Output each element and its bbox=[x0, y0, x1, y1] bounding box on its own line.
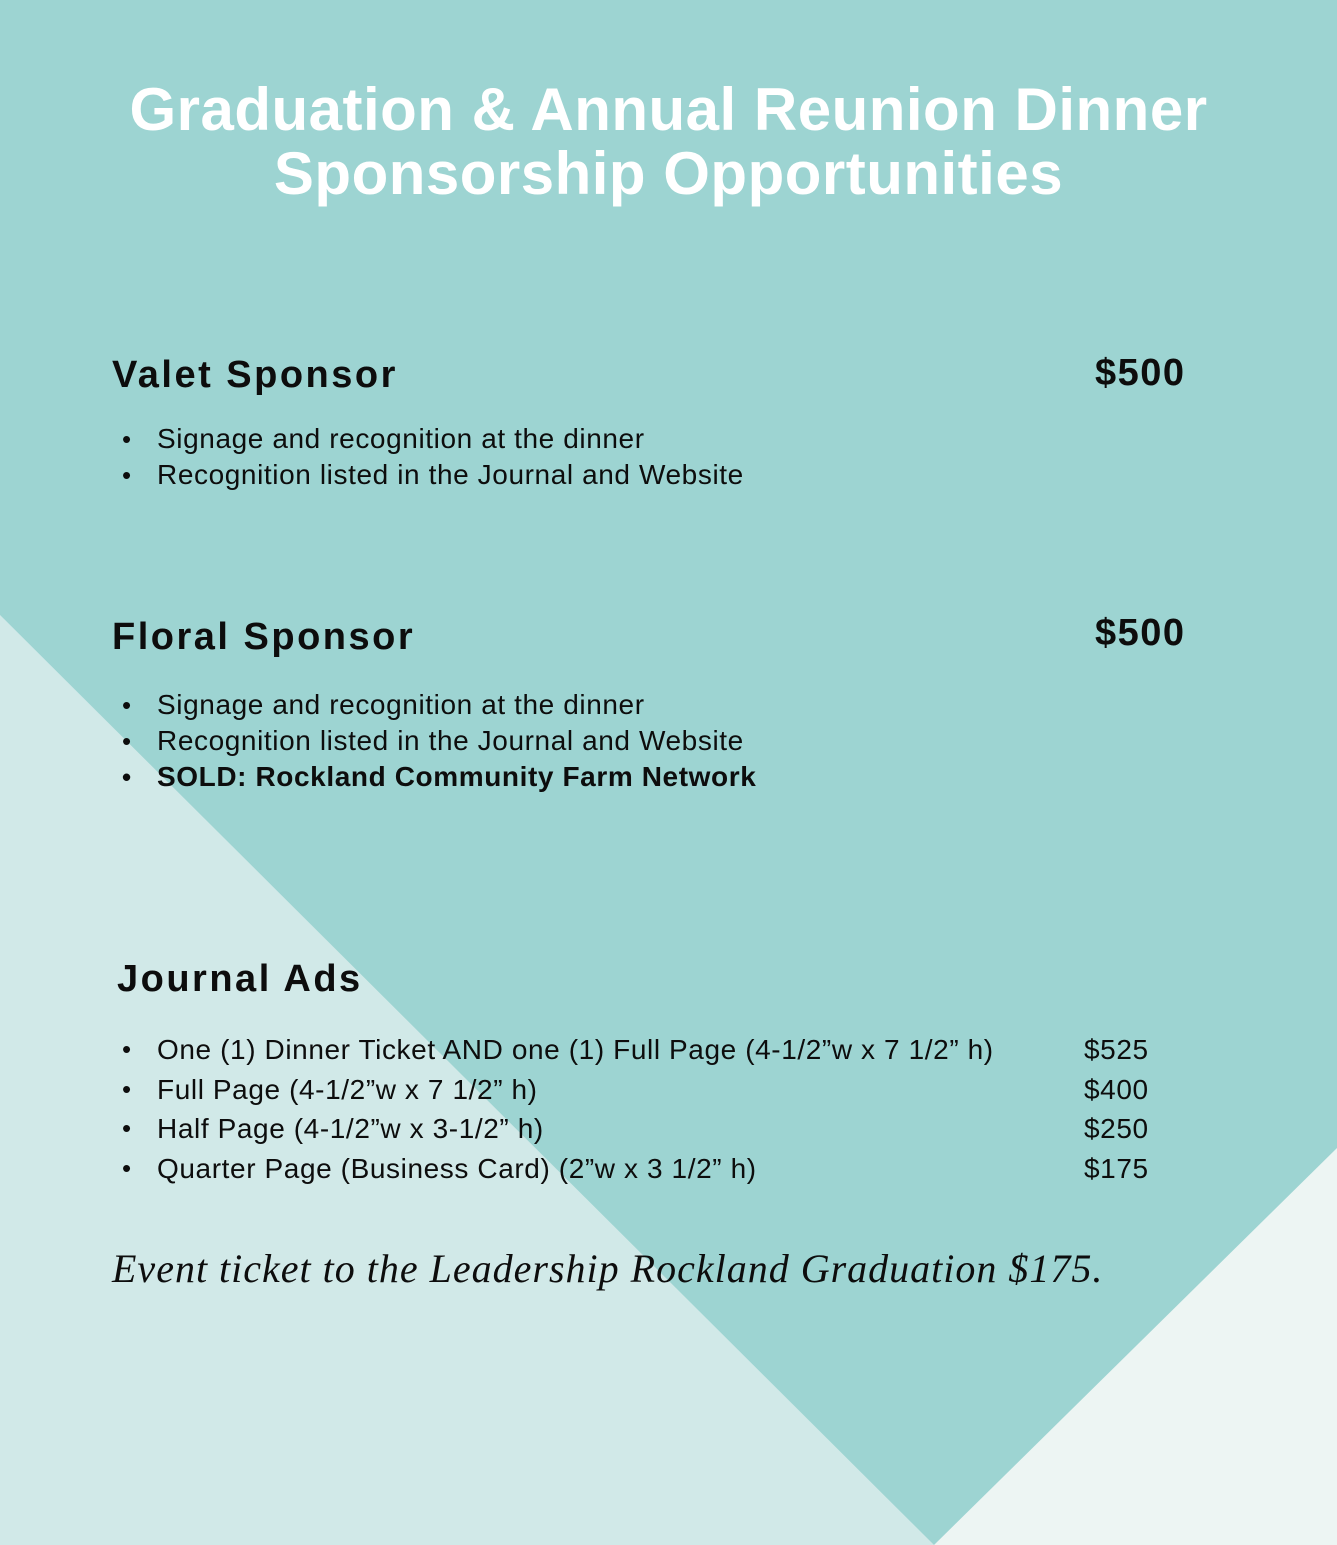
page-title-line-1: Graduation & Annual Reunion Dinner bbox=[129, 76, 1208, 143]
page-title-line-2: Sponsorship Opportunities bbox=[273, 140, 1064, 207]
journal-ad-label: Half Page (4-1/2”w x 3-1/2” h) bbox=[157, 1113, 544, 1144]
journal-ad-price: $400 bbox=[1084, 1073, 1149, 1105]
journal-ad-item bbox=[122, 1109, 1149, 1149]
journal-ad-item bbox=[122, 1070, 1149, 1110]
floral-sponsor-benefits bbox=[122, 687, 756, 795]
journal-ad-label: Full Page (4-1/2”w x 7 1/2” h) bbox=[157, 1073, 538, 1105]
list-item: • Signage and recognition at the dinner bbox=[122, 421, 744, 457]
journal-ad-price: $525 bbox=[1084, 1034, 1149, 1065]
journal-ad-item bbox=[122, 1149, 1149, 1189]
sold-notice: • SOLD: Rockland Community Farm Network bbox=[122, 759, 756, 795]
floral-sponsor-heading: Floral Sponsor bbox=[112, 616, 416, 658]
list-item: • Signage and recognition at the dinner bbox=[122, 687, 756, 723]
journal-ad-label: Quarter Page (Business Card) (2”w x 3 1/2” h) bbox=[157, 1152, 757, 1184]
journal-ad-price: $175 bbox=[1084, 1152, 1149, 1184]
journal-ad-item bbox=[122, 1030, 1149, 1070]
list-item: • Recognition listed in the Journal and Website bbox=[122, 723, 756, 759]
valet-sponsor-heading: Valet Sponsor bbox=[112, 354, 398, 396]
page-title bbox=[0, 78, 1337, 206]
list-item: • Recognition listed in the Journal and Website bbox=[122, 457, 744, 493]
journal-ads-heading: Journal Ads bbox=[117, 958, 363, 1000]
event-ticket-note: Event ticket to the Leadership Rockland Graduation $175. bbox=[112, 1246, 1104, 1291]
journal-ad-label: One (1) Dinner Ticket AND one (1) Full Page (4-1/2”w x 7 1/2” h) bbox=[157, 1034, 994, 1065]
valet-sponsor-price: $500 bbox=[1095, 352, 1186, 394]
valet-sponsor-benefits bbox=[122, 421, 744, 493]
floral-sponsor-price: $500 bbox=[1095, 612, 1186, 654]
journal-ads-list bbox=[122, 1030, 1149, 1188]
journal-ad-price: $250 bbox=[1084, 1113, 1149, 1144]
